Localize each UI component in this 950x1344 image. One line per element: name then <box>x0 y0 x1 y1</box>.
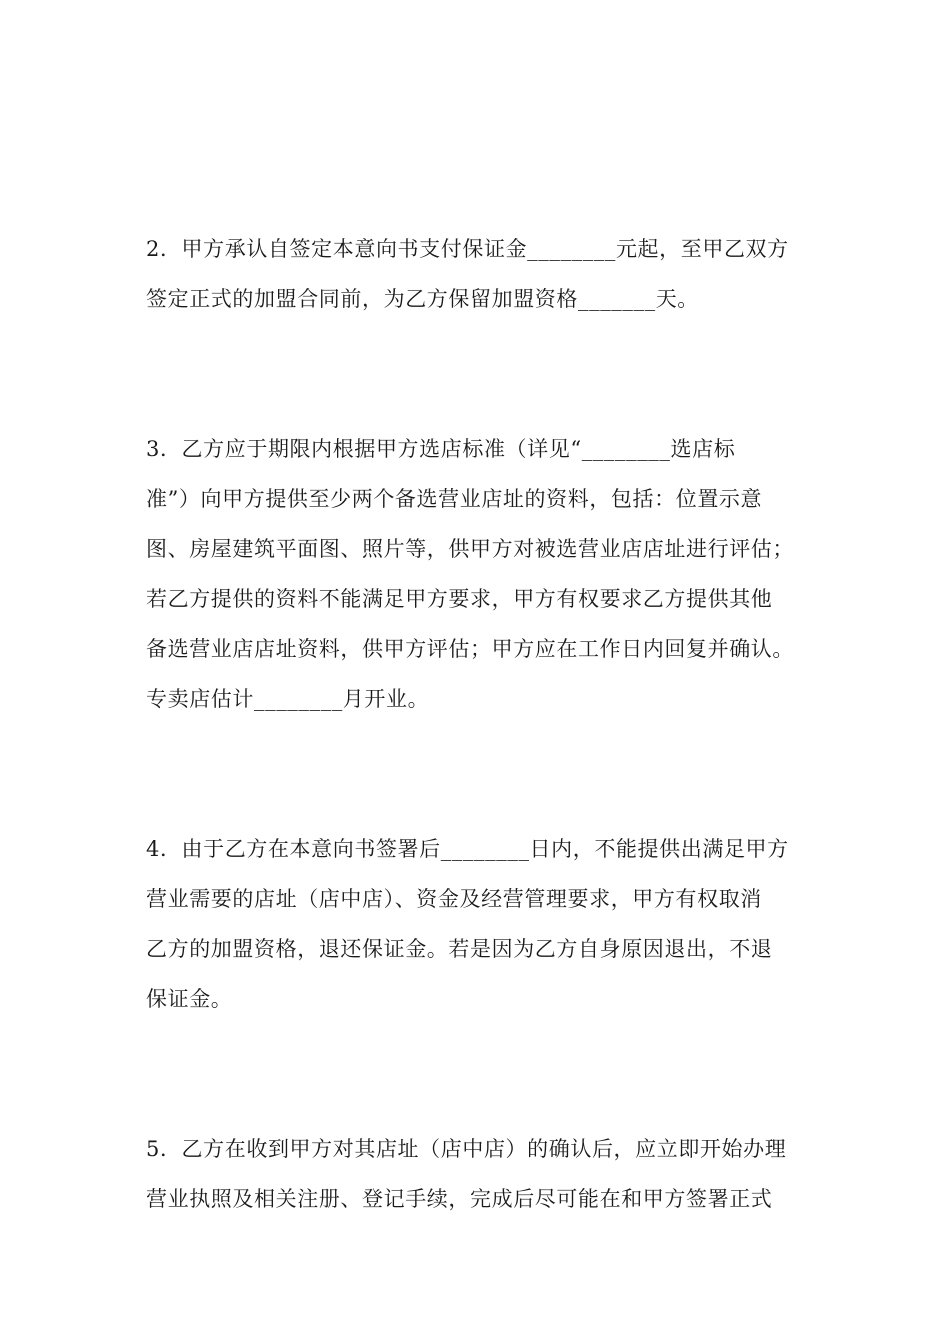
clause-4-line-4: 保证金。 <box>146 987 233 1011</box>
clause-3-line-4: 若乙方提供的资料不能满足甲方要求，甲方有权要求乙方提供其他 <box>146 587 773 611</box>
clause-2-line-2: 签定正式的加盟合同前，为乙方保留加盟资格_______天。 <box>146 287 699 311</box>
clause-3 <box>146 436 826 736</box>
clause-4-line-1: 4．由于乙方在本意向书签署后________日内，不能提供出满足甲方 <box>146 837 789 861</box>
clause-3-line-2: 准”）向甲方提供至少两个备选营业店址的资料，包括：位置示意 <box>146 487 763 511</box>
clause-4-line-2: 营业需要的店址（店中店）、资金及经营管理要求，甲方有权取消 <box>146 887 762 911</box>
clause-3-line-6: 专卖店估计________月开业。 <box>146 687 430 711</box>
clause-3-line-5: 备选营业店店址资料，供甲方评估；甲方应在工作日内回复并确认。 <box>146 637 794 661</box>
clause-5-line-1: 5．乙方在收到甲方对其店址（店中店）的确认后，应立即开始办理 <box>146 1137 787 1161</box>
clause-5 <box>146 1136 826 1236</box>
clause-3-line-3: 图、房屋建筑平面图、照片等，供甲方对被选营业店店址进行评估； <box>146 537 794 561</box>
clause-4-line-3: 乙方的加盟资格，退还保证金。若是因为乙方自身原因退出，不退 <box>146 937 773 961</box>
clause-4 <box>146 836 826 1036</box>
clause-3-line-1: 3．乙方应于期限内根据甲方选店标准（详见“________选店标 <box>146 437 736 461</box>
clause-2-line-1: 2．甲方承认自签定本意向书支付保证金________元起，至甲乙双方 <box>146 237 789 261</box>
clause-2 <box>146 236 826 336</box>
clause-5-line-2: 营业执照及相关注册、登记手续，完成后尽可能在和甲方签署正式 <box>146 1187 773 1211</box>
